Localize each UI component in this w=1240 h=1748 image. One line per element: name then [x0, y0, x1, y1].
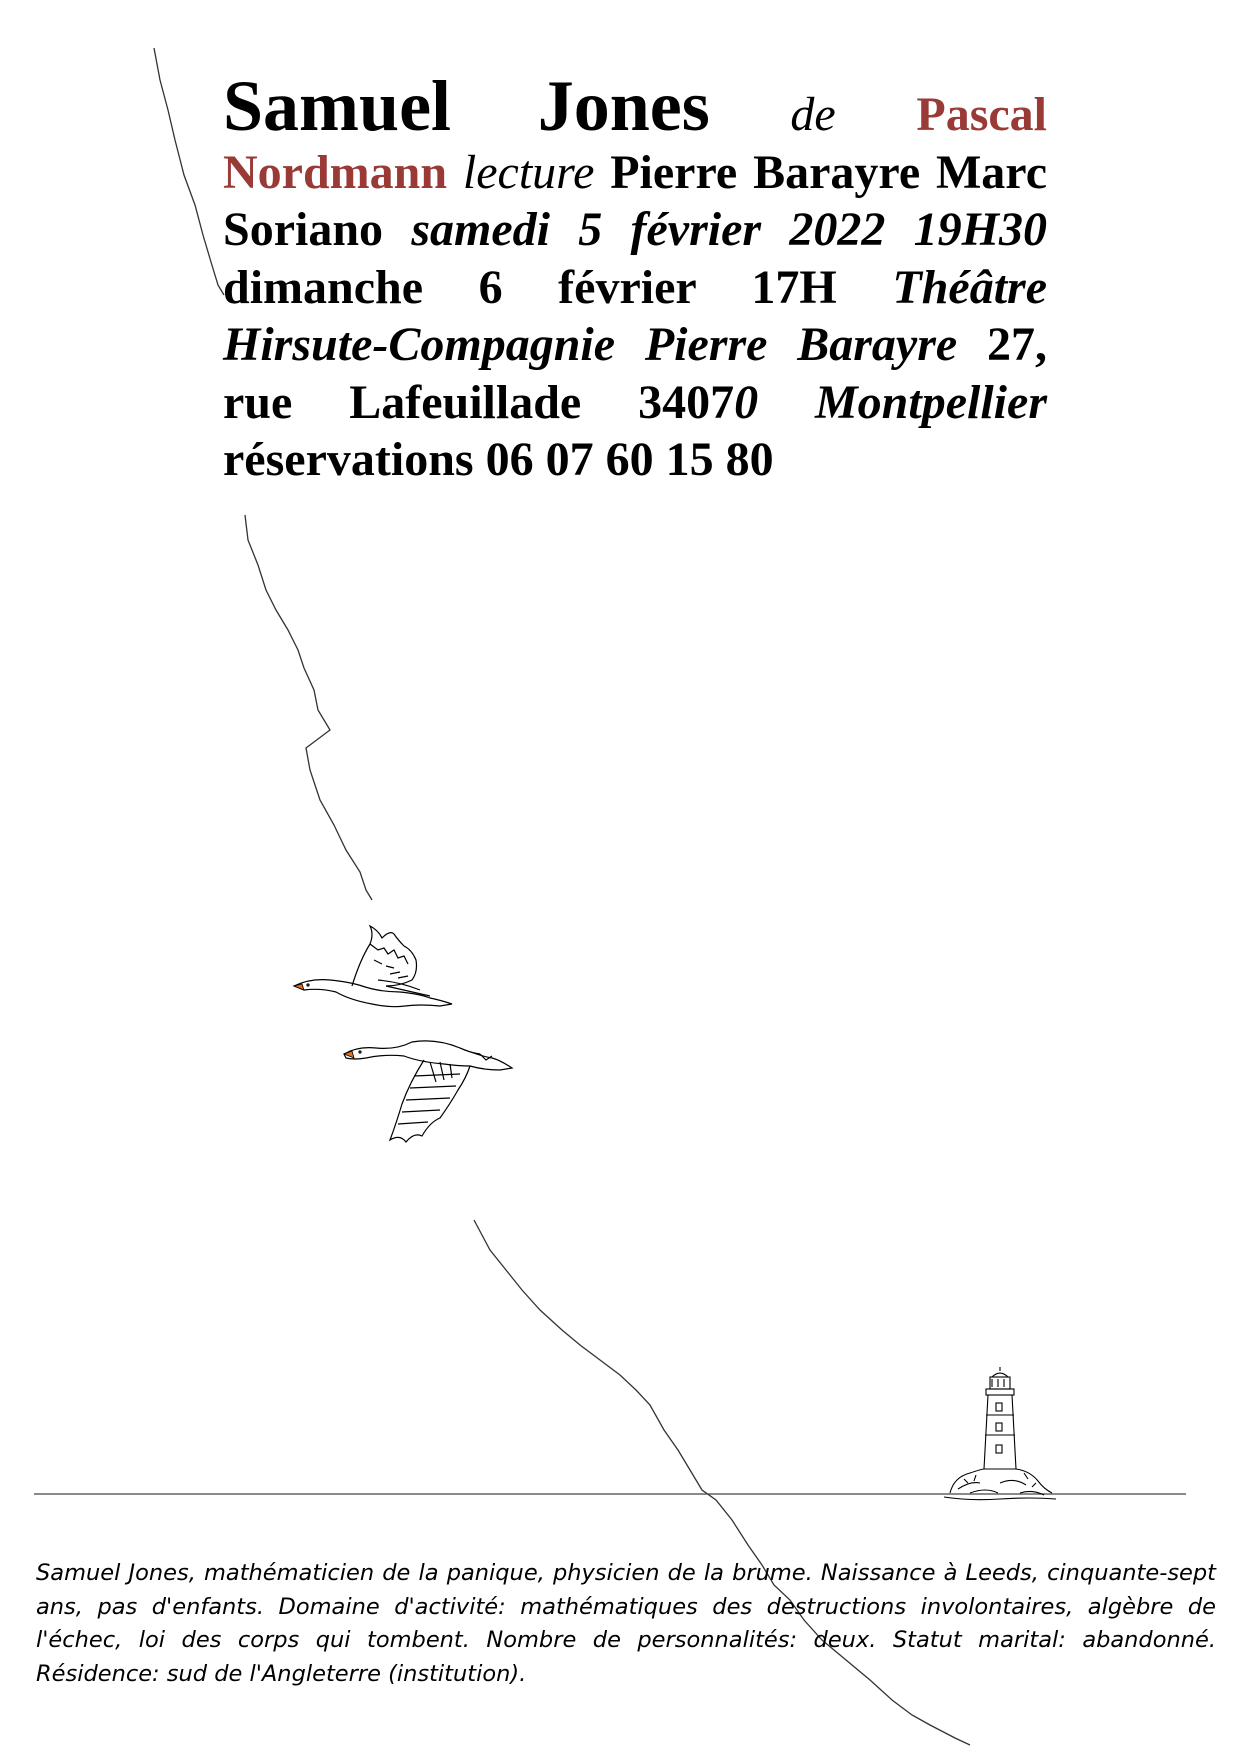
- goose-icon: [340, 1032, 520, 1152]
- first-date: samedi 5 février 2022 19H30: [411, 203, 1047, 256]
- crack-line-middle: [245, 515, 372, 900]
- street-address: 27, rue Lafeuillade 34070: [223, 318, 1047, 429]
- zip-last-digit: 0: [734, 375, 759, 429]
- second-date: dimanche 6 février 17H: [223, 260, 837, 314]
- lighthouse-icon: [940, 1365, 1060, 1505]
- play-title: Samuel Jones: [223, 66, 710, 146]
- character-bio: Samuel Jones, mathématicien de la panique, physicien de la brume. Naissance à Leeds, cinquante-sept ans, pas d'enfants. Domaine d'activité: mathématiques des destructions involontaires, algèbre de l'échec, loi des corps qui tombent. Nombre de personnalités: deux. Statut marital: abandonné. Résidence: sud de l'Angleterre (institution).: [36, 1560, 1216, 1687]
- goose-icon: [290, 920, 460, 1010]
- readers-names: Pierre Barayre Marc Soriano: [223, 145, 1048, 256]
- city-name: Montpellier: [814, 375, 1047, 429]
- lecture-word: lecture: [462, 145, 595, 199]
- event-header: [223, 66, 1048, 489]
- by-word: de: [790, 88, 836, 141]
- reservation-info: réservations 06 07 60 15 80: [223, 433, 774, 486]
- venue-name: Théâtre Hirsute-Compagnie Pierre Barayre: [223, 260, 1048, 371]
- crack-line-top: [154, 48, 224, 295]
- author-name: Pascal Nordmann: [223, 88, 1048, 199]
